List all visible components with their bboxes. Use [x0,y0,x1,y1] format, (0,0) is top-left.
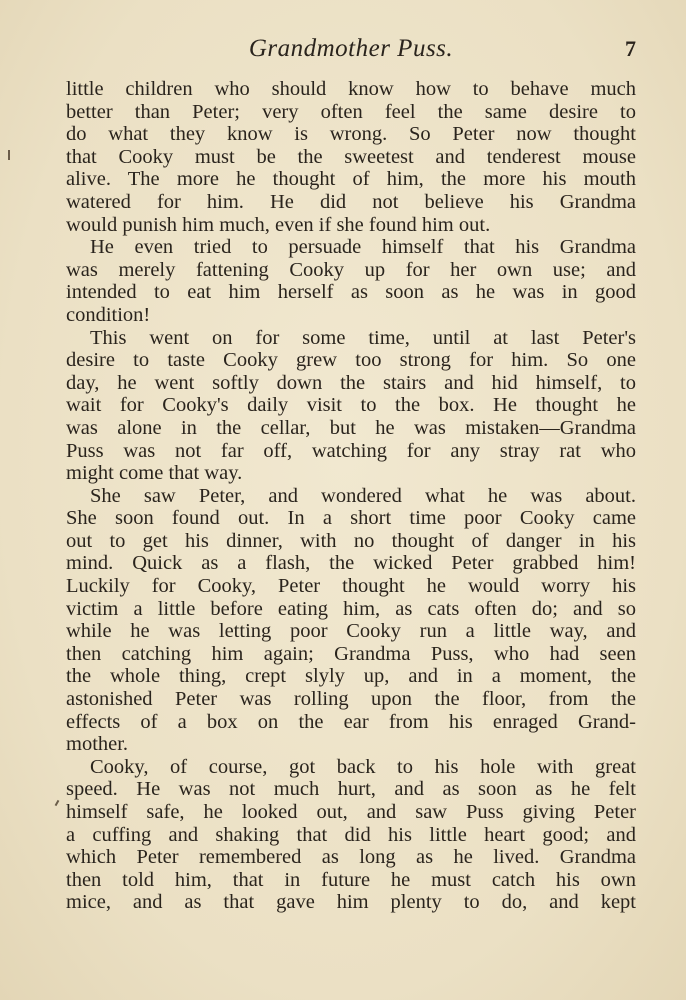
text-line: She saw Peter, and wondered what he was about. [90,484,636,507]
text-line: alive. The more he thought of him, the more his mouth [66,168,636,191]
text-line: Luckily for Cooky, Peter thought he would worry his [66,575,636,598]
text-line: condition! [66,303,151,326]
text-line: while he was letting poor Cooky run a little way, and [66,620,636,643]
text-line: victim a little before eating him, as cats often do; and so [66,597,636,620]
body-text [66,78,636,914]
margin-speck [55,800,60,806]
text-line: day, he went softly down the stairs and hid himself, to [66,371,636,394]
text-line: out to get his dinner, with no thought of danger in his [66,529,636,552]
text-line: mother. [66,733,129,756]
text-line: was merely fattening Cooky up for her own use; and [66,258,636,281]
text-line: better than Peter; very often feel the same desire to [66,100,636,123]
page-header [66,32,636,66]
text-line: Puss was not far off, watching for any stray rat who [66,439,636,462]
text-line: do what they know is wrong. So Peter now thought [66,123,636,146]
text-line: watered for him. He did not believe his Grandma [66,190,636,213]
text-line: then catching him again; Grandma Puss, who had seen [66,642,636,665]
text-line: Cooky, of course, got back to his hole with great [90,755,636,778]
text-line: was alone in the cellar, but he was mistaken—Grandma [66,416,636,439]
text-line: He even tried to persuade himself that his Grandma [90,236,636,259]
text-line: intended to eat him herself as soon as he was in good [66,281,636,304]
text-line: that Cooky must be the sweetest and tenderest mouse [66,145,636,168]
text-line: himself safe, he looked out, and saw Puss giving Peter [66,801,636,823]
text-line: mind. Quick as a flash, the wicked Peter grabbed him! [66,552,636,575]
margin-speck [8,150,10,160]
text-line: speed. He was not much hurt, and as soon as he felt [66,778,636,801]
text-line: a cuffing and shaking that did his little heart good; and [66,823,636,846]
text-line: mice, and as that gave him plenty to do, and kept [66,891,636,914]
text-line: little children who should know how to behave much [66,78,636,100]
text-line: She soon found out. In a short time poor Cooky came [66,507,636,530]
text-line: might come that way. [66,462,243,485]
page-number: 7 [625,36,636,61]
text-line: wait for Cooky's daily visit to the box. He thought he [66,394,636,417]
running-title: Grandmother Puss. [248,35,454,62]
text-line: the whole thing, crept slyly up, and in a moment, the [66,665,636,688]
text-line: which Peter remembered as long as he lived. Grandma [66,846,636,869]
text-line: This went on for some time, until at last Peter's [90,326,636,349]
text-line: desire to taste Cooky grew too strong for him. So one [66,349,636,372]
text-line: effects of a box on the ear from his enraged Grand- [66,710,636,733]
text-line: would punish him much, even if she found him out. [66,213,491,236]
text-line: astonished Peter was rolling upon the floor, from the [66,688,636,711]
text-line: then told him, that in future he must catch his own [66,868,636,891]
